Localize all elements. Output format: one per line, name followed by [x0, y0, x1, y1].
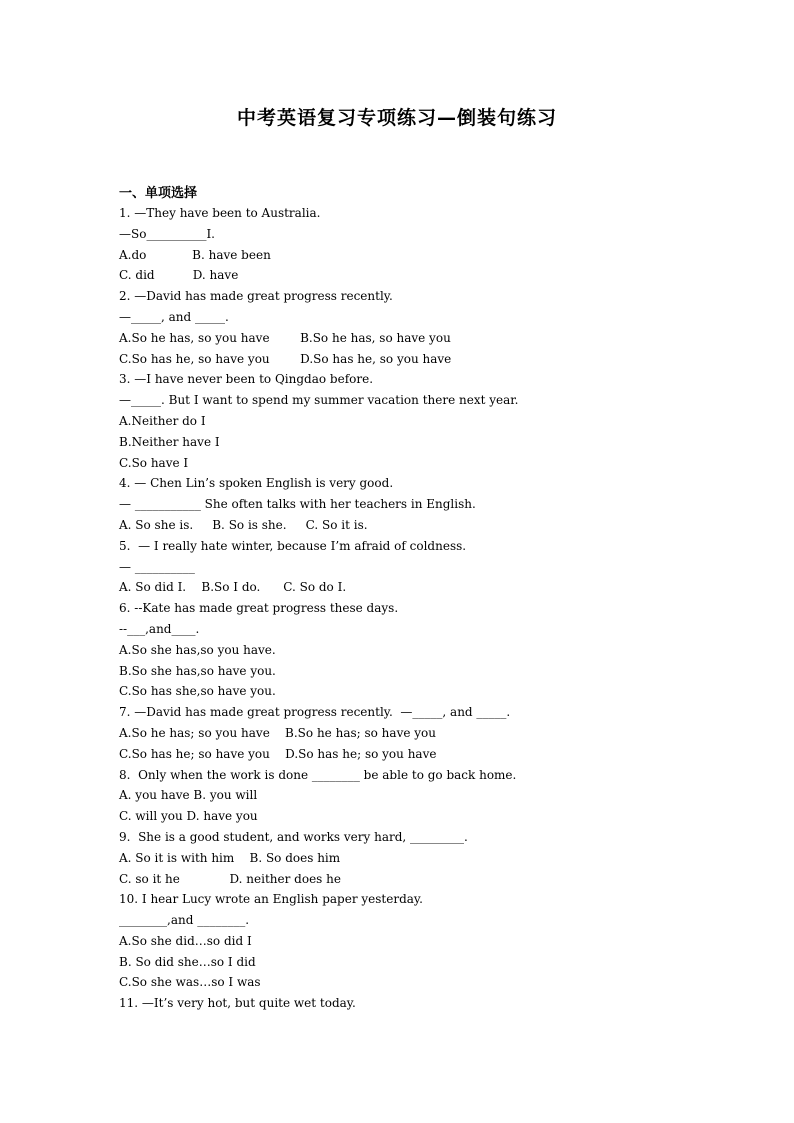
text-line: A.do B. have been — [119, 247, 271, 262]
text-line: C. did D. have — [119, 268, 239, 283]
text-line: 8. Only when the work is done ________ be able to go back home. — [119, 767, 517, 782]
text-line: — __________ — [119, 559, 195, 574]
text-line: —So__________I. — [119, 226, 215, 241]
text-line: 1. —They have been to Australia. — [119, 206, 321, 220]
text-line: 5. — I really hate winter, because I’m afraid of coldness. — [119, 538, 467, 553]
text-line: C.So has he; so have you D.So has he; so you have — [119, 746, 437, 761]
text-line: A.Neither do I — [119, 413, 206, 428]
text-line: B. So did she…so I did — [119, 954, 256, 969]
text-line: C.So has he, so have you D.So has he, so you have — [119, 351, 452, 366]
text-line: C.So has she,so have you. — [119, 684, 276, 699]
text-line: 9. She is a good student, and works very hard, _________. — [119, 829, 468, 844]
text-line: A.So he has; so you have B.So he has; so have you — [119, 725, 436, 740]
text-line: 10. I hear Lucy wrote an English paper yesterday. — [119, 892, 423, 907]
text-line: A. So did I. B.So I do. C. So do I. — [119, 580, 347, 595]
text-line: 2. —David has made great progress recently. — [119, 289, 393, 304]
text-line: 11. —It’s very hot, but quite wet today. — [119, 996, 356, 1011]
text-line: 6. --Kate has made great progress these days. — [119, 601, 399, 616]
text-line: A.So she did…so did I — [119, 933, 252, 948]
text-line: —_____. But I want to spend my summer vacation there next year. — [119, 393, 519, 408]
text-line: B.Neither have I — [119, 434, 220, 449]
text-line: A.So she has,so you have. — [119, 642, 276, 657]
section-heading: 一、单项选择 — [119, 186, 198, 201]
document-title: 中考英语复习专项练习—倒装句练习 — [236, 107, 557, 129]
exercise-lines — [119, 203, 779, 1014]
text-line: —_____, and _____. — [119, 309, 229, 324]
text-line: C.So have I — [119, 455, 189, 470]
text-line: C.So she was…so I was — [119, 975, 261, 990]
text-line: A. So it is with him B. So does him — [119, 850, 341, 865]
text-line: 3. —I have never been to Qingdao before. — [119, 372, 374, 387]
text-line: B.So she has,so have you. — [119, 663, 276, 678]
text-line: — ___________ She often talks with her teachers in English. — [119, 497, 476, 512]
text-line: A.So he has, so you have B.So he has, so have you — [119, 330, 451, 345]
text-line: --___,and____. — [119, 621, 200, 636]
text-line: 7. —David has made great progress recently. —_____, and _____. — [119, 705, 511, 720]
text-line: A. So she is. B. So is she. C. So it is. — [119, 517, 368, 532]
text-line: C. will you D. have you — [119, 809, 258, 824]
text-line: C. so it he D. neither does he — [119, 871, 341, 886]
text-line: ________,and ________. — [119, 913, 250, 928]
text-line: 4. — Chen Lin’s spoken English is very good. — [119, 476, 394, 491]
text-line: A. you have B. you will — [119, 788, 258, 803]
